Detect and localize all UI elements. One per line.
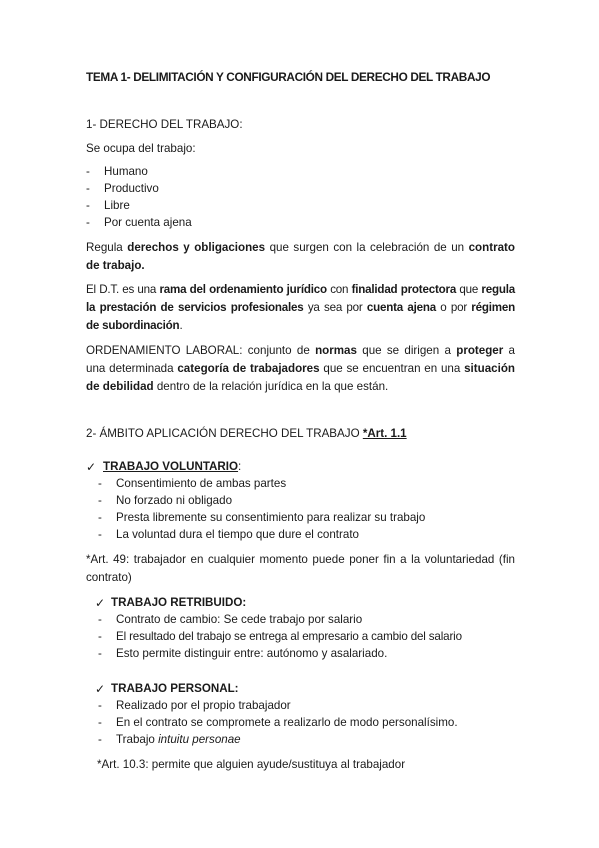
text-run: a una determinada — [86, 344, 516, 375]
label-text: TRABAJO VOLUNTARIO — [103, 460, 239, 473]
list-item: El resultado del trabajo se entrega al empresario a cambio del salario — [116, 630, 462, 643]
list-bullet: - — [98, 733, 102, 746]
list-bullet: - — [98, 647, 102, 660]
list-item: Productivo — [104, 182, 159, 195]
bold-run: rama del ordenamiento jurídico — [159, 283, 327, 296]
paragraph-dt-definition — [86, 281, 515, 335]
bold-run: cuenta ajena — [366, 301, 436, 314]
text-run: que — [456, 283, 482, 296]
text-run: Trabajo — [116, 733, 159, 746]
text-run: . — [179, 319, 183, 332]
list-bullet: - — [98, 528, 102, 541]
paragraph-ordenamiento — [86, 342, 515, 396]
text-run: dentro de la relación jurídica en la que están. — [153, 380, 389, 393]
note-art-49: *Art. 49: trabajador en cualquier momento puede poner fin a la voluntariedad (fin contrato) — [86, 553, 515, 584]
list-bullet: - — [98, 613, 102, 626]
list-bullet: - — [86, 165, 90, 178]
section-2-heading — [86, 425, 515, 443]
list-item: Humano — [104, 165, 148, 178]
text-run: Regula — [86, 241, 128, 254]
subsection-voluntario-label — [103, 458, 241, 476]
text-run: ORDENAMIENTO LABORAL: conjunto de — [86, 344, 316, 357]
list-bullet: - — [98, 716, 102, 729]
list-bullet: - — [98, 699, 102, 712]
list-item: No forzado ni obligado — [116, 494, 233, 507]
list-bullet: - — [86, 199, 90, 212]
section-1-heading: 1- DERECHO DEL TRABAJO: — [86, 118, 243, 131]
section-1-intro: Se ocupa del trabajo: — [86, 142, 196, 155]
bold-run: finalidad protectora — [351, 283, 457, 296]
list-bullet: - — [86, 216, 90, 229]
list-bullet: - — [86, 182, 90, 195]
bold-run: régimen de subordinación — [86, 301, 515, 332]
document-title: TEMA 1- DELIMITACIÓN Y CONFIGURACIÓN DEL DERECHO DEL TRABAJO — [86, 70, 491, 84]
text-run: que surgen con la celebración de un — [265, 241, 469, 254]
heading-text: 2- ÁMBITO APLICACIÓN DERECHO DEL TRABAJO — [86, 427, 363, 440]
label-colon: : — [238, 460, 242, 473]
list-item: Consentimiento de ambas partes — [116, 477, 287, 490]
checkmark-icon: ✓ — [86, 460, 97, 474]
list-item: Esto permite distinguir entre: autónomo y asalariado. — [116, 647, 388, 660]
list-item: Realizado por el propio trabajador — [116, 699, 291, 712]
bold-run: categoría de trabajadores — [177, 362, 320, 375]
bold-run: derechos y obligaciones — [127, 241, 266, 254]
italic-run: intuitu personae — [158, 733, 241, 746]
bold-run: normas — [315, 344, 357, 357]
text-run: ya sea por — [303, 301, 367, 314]
bold-run: situación de debilidad — [86, 362, 515, 393]
list-item — [116, 731, 241, 749]
text-run: El D.T. es una — [86, 283, 160, 296]
text-run: que se dirigen a — [356, 344, 457, 357]
paragraph-regula — [86, 239, 515, 275]
text-run: que se encuentran en una — [319, 362, 465, 375]
list-item: Presta libremente su consentimiento para realizar su trabajo — [116, 511, 426, 524]
list-bullet: - — [98, 494, 102, 507]
list-item: Contrato de cambio: Se cede trabajo por salario — [116, 613, 363, 626]
subsection-retribuido-label: TRABAJO RETRIBUIDO: — [111, 596, 247, 609]
bold-run: regula la prestación de servicios profesionales — [86, 283, 515, 314]
note-art-10-3: *Art. 10.3: permite que alguien ayude/sustituya al trabajador — [97, 758, 406, 771]
list-bullet: - — [98, 511, 102, 524]
text-run: con — [326, 283, 352, 296]
list-item: Por cuenta ajena — [104, 216, 192, 229]
list-item: La voluntad dura el tiempo que dure el contrato — [116, 528, 359, 541]
list-bullet: - — [98, 630, 102, 643]
checkmark-icon: ✓ — [95, 596, 106, 610]
list-bullet: - — [98, 477, 102, 490]
text-run: o por — [435, 301, 472, 314]
list-item: En el contrato se compromete a realizarlo de modo personalísimo. — [116, 716, 458, 729]
bold-run: contrato de trabajo. — [86, 241, 515, 272]
subsection-personal-label: TRABAJO PERSONAL: — [111, 682, 239, 695]
bold-run: proteger — [456, 344, 504, 357]
article-reference: *Art. 1.1 — [362, 427, 407, 440]
checkmark-icon: ✓ — [95, 682, 106, 696]
list-item: Libre — [104, 199, 130, 212]
